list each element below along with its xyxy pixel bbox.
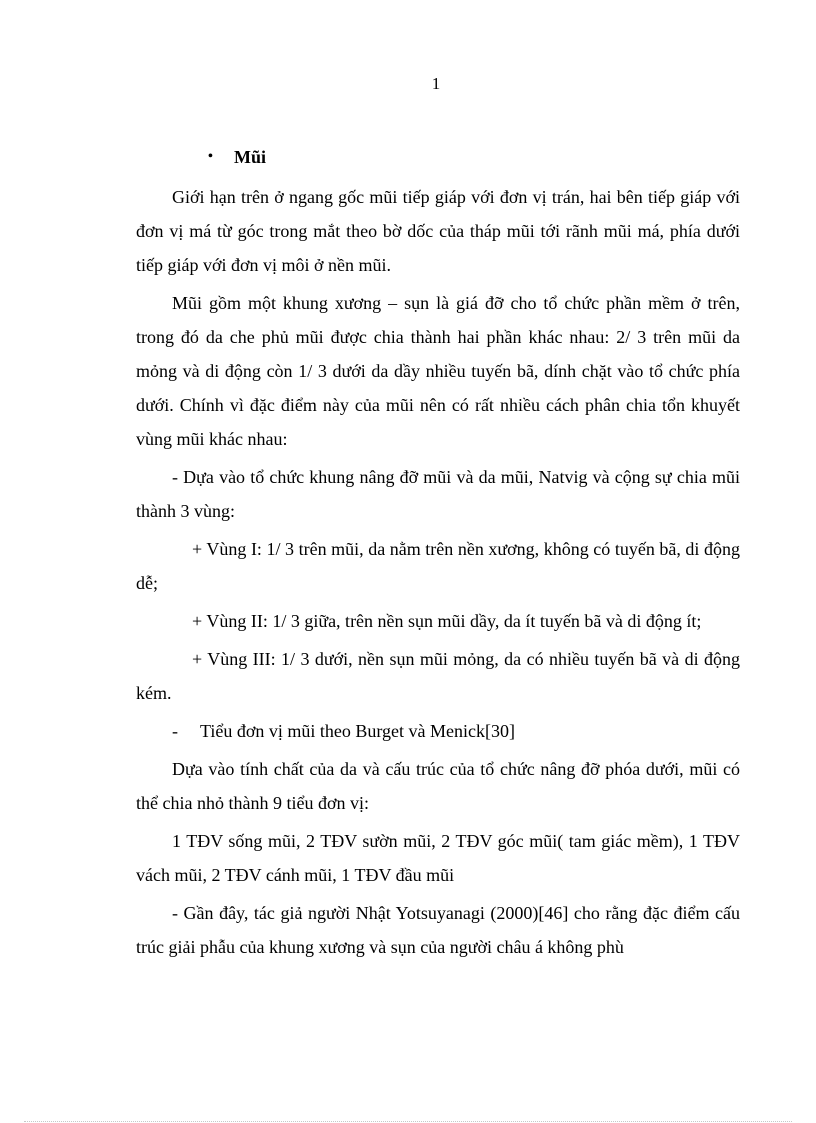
paragraph-structure: Mũi gồm một khung xương – sụn là giá đỡ cho tổ chức phần mềm ở trên, trong đó da che phủ mũi được chia thành hai phần khác nhau: 2/ 3 trên mũi da mỏng và di động còn 1/ 3 dưới da dầy nhiều tuyến bã, dính chặt vào tổ chức phía dưới. Chính vì đặc điểm này của mũi nên có rất nhiều cách phân chia tổn khuyết vùng mũi khác nhau: <box>136 293 740 449</box>
paragraph-zone-2: + Vùng II: 1/ 3 giữa, trên nền sụn mũi dầy, da ít tuyến bã và di động ít; <box>192 611 702 631</box>
section-heading-text: Mũi <box>234 147 267 167</box>
paragraph-zone-1: + Vùng I: 1/ 3 trên mũi, da nằm trên nền xương, không có tuyến bã, di động dễ; <box>136 539 740 593</box>
paragraph-subunits-intro: Dựa vào tính chất của da và cấu trúc của tổ chức nâng đỡ phóa dưới, mũi có thể chia nhỏ thành 9 tiểu đơn vị: <box>136 759 740 813</box>
paragraph-subunits-list: 1 TĐV sống mũi, 2 TĐV sườn mũi, 2 TĐV góc mũi( tam giác mềm), 1 TĐV vách mũi, 2 TĐV cánh mũi, 1 TĐV đầu mũi <box>136 831 740 885</box>
paragraph-yotsuyanagi: - Gần đây, tác giả người Nhật Yotsuyanagi (2000)[46] cho rằng đặc điểm cấu trúc giải phẫu của khung xương và sụn của người châu á không phù <box>136 903 740 957</box>
paragraph-zone-3: + Vùng III: 1/ 3 dưới, nền sụn mũi mỏng, da có nhiều tuyến bã và di động kém. <box>136 649 740 703</box>
bullet-icon: • <box>208 149 213 164</box>
page-bottom-divider <box>24 1121 792 1122</box>
section-heading <box>136 140 740 174</box>
burget-menick-text: Tiểu đơn vị mũi theo Burget và Menick[30] <box>200 721 515 741</box>
paragraph-boundaries: Giới hạn trên ở ngang gốc mũi tiếp giáp với đơn vị trán, hai bên tiếp giáp với đơn vị má từ góc trong mắt theo bờ dốc của tháp mũi tới rãnh mũi má, phía dưới tiếp giáp với đơn vị môi ở nền mũi. <box>136 187 740 275</box>
paragraph-burget-menick <box>136 714 740 748</box>
paragraph-natvig: - Dựa vào tổ chức khung nâng đỡ mũi và da mũi, Natvig và cộng sự chia mũi thành 3 vùng: <box>136 467 740 521</box>
page-body <box>136 140 740 968</box>
dash-marker: - <box>172 721 178 741</box>
page-number: 1 <box>431 74 441 93</box>
